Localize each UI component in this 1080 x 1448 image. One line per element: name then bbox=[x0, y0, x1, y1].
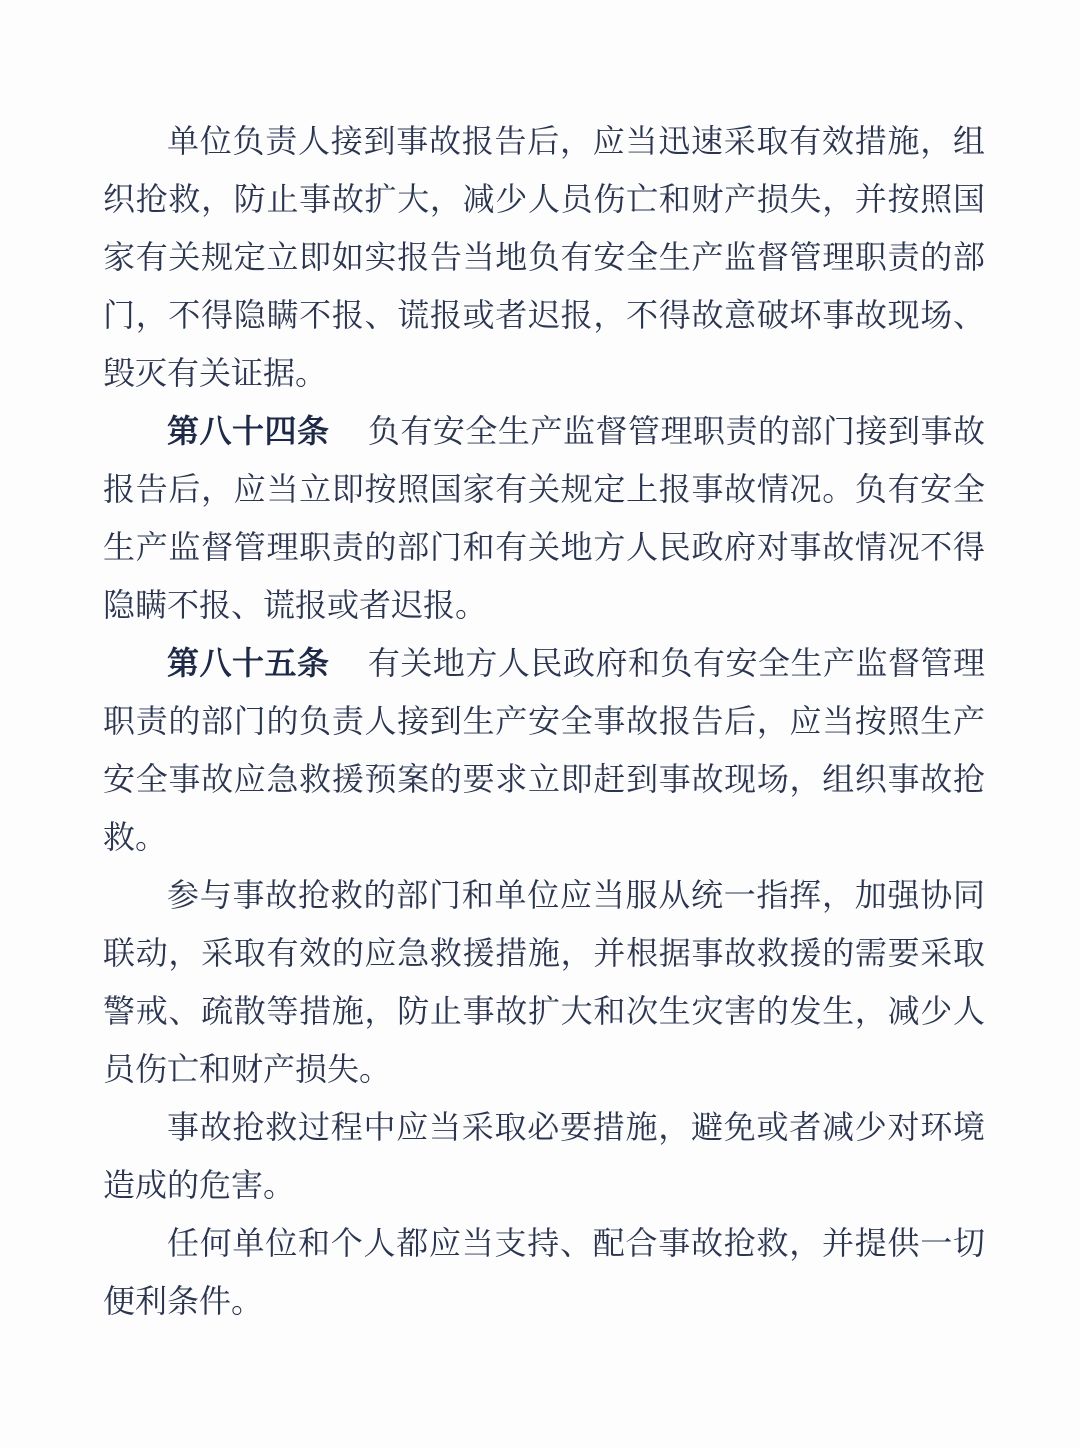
paragraph-text: 任何单位和个人都应当支持、配合事故抢救，并提供一切便利条件。 bbox=[103, 1225, 985, 1319]
article-number: 第八十五条 bbox=[167, 645, 330, 681]
paragraph-text: 参与事故抢救的部门和单位应当服从统一指挥，加强协同联动，采取有效的应急救援措施，并根据事故救援的需要采取警戒、疏散等措施，防止事故扩大和次生灾害的发生，减少人员伤亡和财产损失。 bbox=[103, 877, 985, 1087]
paragraph-text: 事故抢救过程中应当采取必要措施，避免或者减少对环境造成的危害。 bbox=[103, 1109, 985, 1203]
paragraph-text: 单位负责人接到事故报告后，应当迅速采取有效措施，组织抢救，防止事故扩大，减少人员伤亡和财产损失，并按照国家有关规定立即如实报告当地负有安全生产监督管理职责的部门，不得隐瞒不报、谎报或者迟报，不得故意破坏事故现场、毁灭有关证据。 bbox=[103, 123, 985, 391]
paragraph bbox=[103, 112, 985, 402]
article-number: 第八十四条 bbox=[167, 413, 330, 449]
article-paragraph bbox=[103, 402, 985, 634]
paragraph-text: 负有安全生产监督管理职责的部门接到事故报告后，应当立即按照国家有关规定上报事故情况。负有安全生产监督管理职责的部门和有关地方人民政府对事故情况不得隐瞒不报、谎报或者迟报。 bbox=[103, 413, 985, 623]
article-paragraph bbox=[103, 634, 985, 866]
paragraph bbox=[103, 1098, 985, 1214]
paragraph bbox=[103, 1214, 985, 1330]
paragraph-text: 有关地方人民政府和负有安全生产监督管理职责的部门的负责人接到生产安全事故报告后，应当按照生产安全事故应急救援预案的要求立即赶到事故现场，组织事故抢救。 bbox=[103, 645, 985, 855]
paragraph bbox=[103, 866, 985, 1098]
